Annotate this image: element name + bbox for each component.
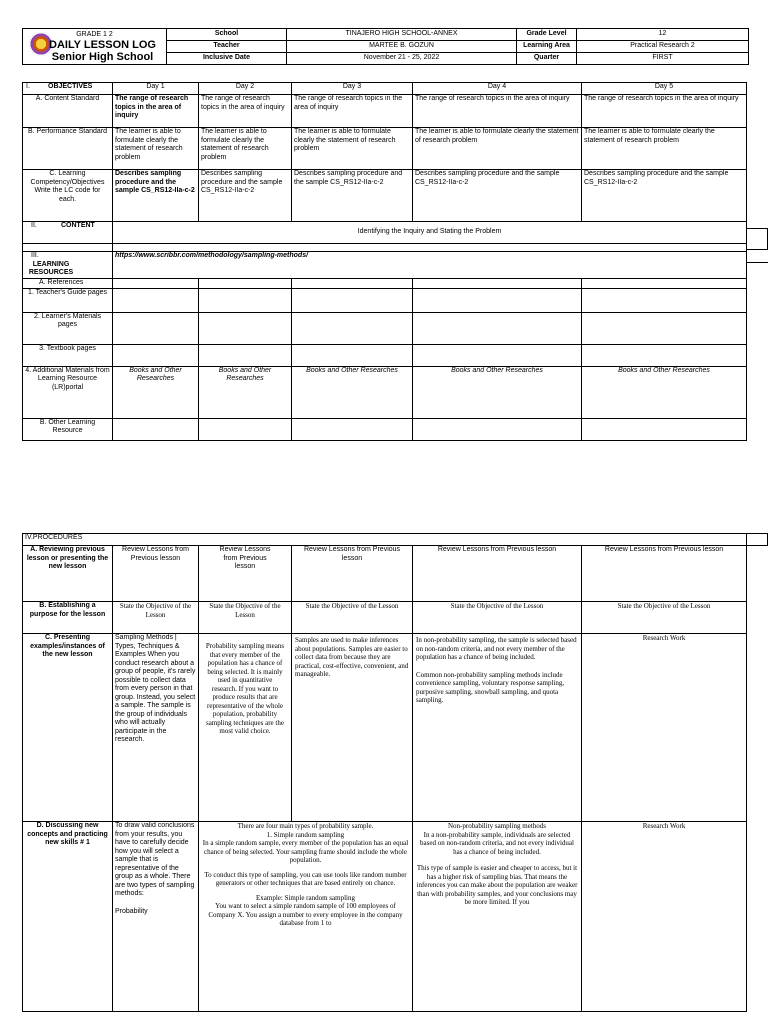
resources-label: LEARNING RESOURCES: [28, 260, 74, 276]
presenting-day4-p1: In non-probability sampling, the sample is selected based on non-random criteria, and not every member of the population has a chance of being included.: [416, 636, 577, 661]
content-heading: [23, 222, 113, 244]
presenting-day3: Samples are used to make inferences about populations. Samples are easier to collect data from because they are practical, cost-effective, convenient, and manageable.: [292, 634, 413, 822]
cut-cell-edge: [746, 250, 768, 263]
day-3-header: Day 3: [292, 83, 413, 95]
learning-area-label: Learning Area: [517, 41, 577, 53]
discussing-p1: There are four main types of probability sample.: [237, 822, 374, 830]
additional-materials-day2: Books and Other Researches: [199, 366, 292, 418]
school-label: School: [167, 29, 287, 41]
competency-label: C. Learning Competency/Objectives Write the LC code for each.: [23, 170, 113, 222]
objectives-heading: [23, 83, 113, 95]
empty-cell: [199, 418, 292, 440]
discussing-day1-text: To draw valid conclusions from your results, you have to carefully decide how you will select a sample that is representative of the group as a whole. There are two types of sampling methods:: [115, 822, 195, 897]
header-brand: [23, 29, 167, 65]
competency-day2: Describes sampling procedure and the sample CS_RS12-IIa-c-2: [199, 170, 292, 222]
performance-standard-day5: The learner is able to formulate clearly the statement of research problem: [582, 128, 747, 170]
additional-materials-day5: Books and Other Researches: [582, 366, 747, 418]
learning-area-value: Practical Research 2: [577, 41, 749, 53]
references-label: A. References: [23, 278, 113, 288]
resources-heading: [23, 252, 113, 279]
discussing-p6: You want to select a simple random sample of 100 employees of Company X. You assign a number to every employee in the company database from 1 to: [208, 902, 403, 927]
empty-cell: [413, 344, 582, 366]
objectives-label: OBJECTIVES: [48, 83, 93, 90]
empty-cell: [113, 288, 199, 312]
teacher-label: Teacher: [167, 41, 287, 53]
empty-cell: [113, 418, 199, 440]
cut-cell-edge: [746, 228, 768, 250]
empty-cell: [292, 344, 413, 366]
empty-cell: [292, 418, 413, 440]
document-subtitle: Senior High School: [51, 50, 154, 63]
inclusive-date-label: Inclusive Date: [167, 53, 287, 65]
reviewing-day5: Review Lessons from Previous lesson: [582, 546, 747, 602]
other-resource-label: B. Other Learning Resource: [23, 418, 113, 440]
content-standard-day1: The range of research topics in the area of inquiry: [113, 95, 199, 128]
inclusive-date-value: November 21 - 25, 2022: [287, 53, 517, 65]
spacer-row: [113, 244, 747, 252]
performance-standard-day1: The learner is able to formulate clearly the statement of research problem: [113, 128, 199, 170]
content-standard-day5: The range of research topics in the area of inquiry: [582, 95, 747, 128]
discussing-day4: [413, 822, 582, 1012]
purpose-day2: State the Objective of the Lesson: [199, 602, 292, 634]
purpose-day1: State the Objective of the Lesson: [113, 602, 199, 634]
empty-cell: [413, 312, 582, 344]
additional-materials-day4: Books and Other Researches: [413, 366, 582, 418]
empty-cell: [113, 312, 199, 344]
additional-materials-day3: Books and Other Researches: [292, 366, 413, 418]
competency-day1: Describes sampling procedure and the sample CS_RS12-IIa-c-2: [113, 170, 199, 222]
day-4-header: Day 4: [413, 83, 582, 95]
purpose-label: B. Establishing a purpose for the lesson: [23, 602, 113, 634]
discussing-p2: 1. Simple random sampling: [266, 830, 345, 839]
empty-cell: [582, 418, 747, 440]
discussing-day4-p2: In a non-probability sample, individuals are selected based on non-random criteria, and not every individual has a chance of being included.: [420, 830, 574, 856]
empty-cell: [413, 418, 582, 440]
reviewing-day2: Review Lessons from Previous lesson: [199, 546, 292, 602]
cut-cell-edge: [746, 533, 768, 546]
empty-cell: [199, 344, 292, 366]
objectives-num: I.: [26, 83, 30, 90]
school-value: TINAJERO HIGH SCHOOL-ANNEX: [287, 29, 517, 41]
resources-num: III.: [31, 252, 39, 259]
content-standard-label: A. Content Standard: [23, 95, 113, 128]
content-standard-day2: The range of research topics in the area of inquiry: [199, 95, 292, 128]
presenting-label: C. Presenting examples/instances of the new lesson: [23, 634, 113, 822]
procedures-heading: IV.PROCEDURES: [23, 534, 747, 546]
discussing-p4: To conduct this type of sampling, you can use tools like random number generators or other techniques that are based entirely on chance.: [204, 870, 407, 887]
quarter-value: FIRST: [577, 53, 749, 65]
day-2-header: Day 2: [199, 83, 292, 95]
discussing-day2-3: [199, 822, 413, 1012]
grade-label: GRADE 1 2: [76, 30, 113, 38]
empty-cell: [582, 344, 747, 366]
empty-cell: [413, 288, 582, 312]
discussing-day1: [113, 822, 199, 1012]
empty-cell: [582, 312, 747, 344]
reviewing-label: A. Reviewing previous lesson or presenting the new lesson: [23, 546, 113, 602]
references-cell: [113, 278, 199, 288]
references-cell: [199, 278, 292, 288]
references-cell: [582, 278, 747, 288]
quarter-label: Quarter: [517, 53, 577, 65]
learners-materials-label: 2. Learner's Materials pages: [23, 312, 113, 344]
discussing-day4-p1: Non-probability sampling methods: [448, 822, 546, 830]
empty-cell: [113, 344, 199, 366]
discussing-label: D. Discussing new concepts and practicing new skills # 1: [23, 822, 113, 1012]
reviewing-day1: Review Lessons from Previous lesson: [113, 546, 199, 602]
spacer-label: [23, 244, 113, 252]
additional-materials-label: 4. Additional Materials from Learning Resource (LR)portal: [23, 366, 113, 418]
competency-day5: Describes sampling procedure and the sample CS_RS12-IIa-c-2: [582, 170, 747, 222]
objectives-table: [22, 82, 747, 441]
purpose-day4: State the Objective of the Lesson: [413, 602, 582, 634]
content-text: Identifying the Inquiry and Stating the Problem: [113, 222, 747, 244]
purpose-day3: State the Objective of the Lesson: [292, 602, 413, 634]
presenting-day4-p2: Common non-probability sampling methods include convenience sampling, voluntary response sampling, purposive sampling, snowball sampling, and quota sampling.: [416, 670, 565, 704]
empty-cell: [292, 288, 413, 312]
content-num: II.: [31, 222, 37, 229]
presenting-day4: [413, 634, 582, 822]
teacher-value: MARTEE B. GOZUN: [287, 41, 517, 53]
additional-materials-day1: Books and Other Researches: [113, 366, 199, 418]
grade-level-value: 12: [577, 29, 749, 41]
discussing-day5: Research Work: [582, 822, 747, 1012]
performance-standard-label: B. Performance Standard: [23, 128, 113, 170]
empty-cell: [292, 312, 413, 344]
presenting-day5: Research Work: [582, 634, 747, 822]
performance-standard-day2: The learner is able to formulate clearly the statement of research problem: [199, 128, 292, 170]
grade-level-label: Grade Level: [517, 29, 577, 41]
resources-link[interactable]: https://www.scribbr.com/methodology/sampling-methods/: [113, 252, 747, 279]
document-title: DAILY LESSON LOG: [49, 38, 156, 51]
day-5-header: Day 5: [582, 83, 747, 95]
performance-standard-day3: The learner is able to formulate clearly the statement of research problem: [292, 128, 413, 170]
empty-cell: [199, 288, 292, 312]
header-table: [22, 28, 749, 65]
performance-standard-day4: The learner is able to formulate clearly the statement of research problem: [413, 128, 582, 170]
reviewing-day4: Review Lessons from Previous lesson: [413, 546, 582, 602]
content-standard-day3: The range of research topics in the area of inquiry: [292, 95, 413, 128]
content-standard-day4: The range of research topics in the area of inquiry: [413, 95, 582, 128]
empty-cell: [199, 312, 292, 344]
presenting-day2: Probability sampling means that every member of the population has a chance of being selected. It is mainly used in quantitative research. If you want to produce results that are representative of the whole population, probability sampling techniques are the most valid choice.: [199, 634, 292, 822]
competency-day4: Describes sampling procedure and the sample CS_RS12-IIa-c-2: [413, 170, 582, 222]
discussing-day1-tail: Probability: [115, 907, 148, 915]
discussing-p5: Example: Simple random sampling: [256, 893, 355, 902]
teachers-guide-label: 1. Teacher's Guide pages: [23, 288, 113, 312]
discussing-day4-p3: This type of sample is easier and cheaper to access, but it has a higher risk of sampling bias. That means the inferences you can make about the population are weaker than with probability samples, and your conclusions may be more limited. If you: [416, 864, 578, 906]
textbook-pages-label: 3. Textbook pages: [23, 344, 113, 366]
procedures-table: [22, 533, 747, 1012]
competency-day3: Describes sampling procedure and the sample CS_RS12-IIa-c-2: [292, 170, 413, 222]
presenting-day1: Sampling Methods | Types, Techniques & Examples When you conduct research about a group of people, it's rarely possible to collect data from every person in that group. Instead, you select a sample. The sample is the group of individuals who will actually participate in the research.: [113, 634, 199, 822]
purpose-day5: State the Objective of the Lesson: [582, 602, 747, 634]
content-label: CONTENT: [61, 222, 95, 229]
day-1-header: Day 1: [113, 83, 199, 95]
reviewing-day3: Review Lessons from Previous lesson: [292, 546, 413, 602]
references-cell: [413, 278, 582, 288]
empty-cell: [582, 288, 747, 312]
discussing-p3: In a simple random sample, every member of the population has an equal chance of being selected. Your sampling frame should include the whole population.: [202, 839, 409, 864]
references-cell: [292, 278, 413, 288]
